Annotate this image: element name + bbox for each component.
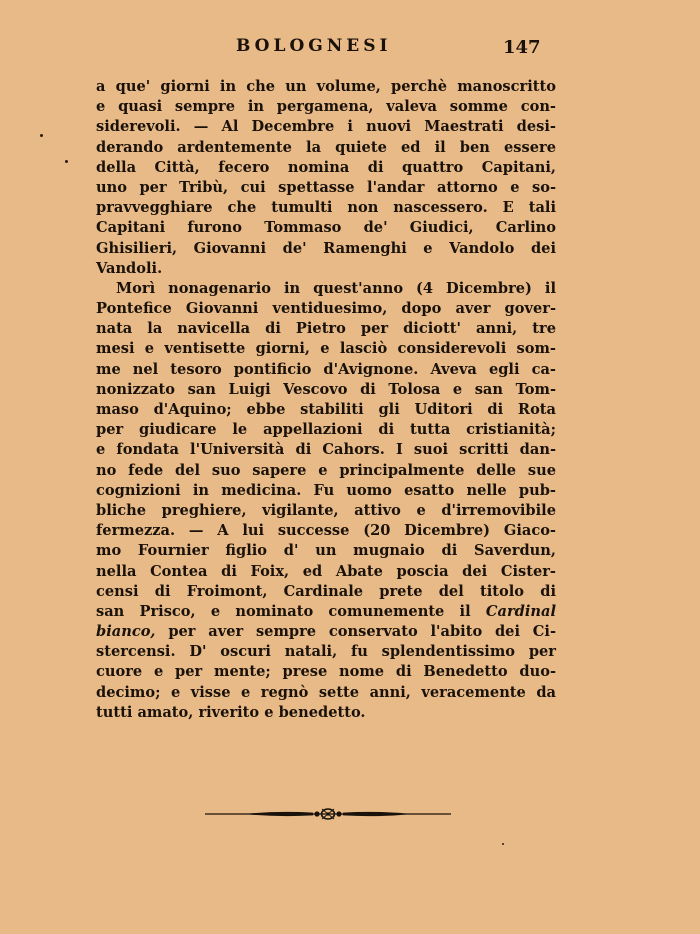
text-line: stercensi. D' oscuri natali, fu splendentissimo per <box>96 643 556 661</box>
text-line: pravvegghiare che tumulti non nascessero. E tali <box>96 199 556 217</box>
text-line: decimo; e visse e regnò sette anni, veracemente da <box>96 683 556 701</box>
text-line: della Città, fecero nomina di quattro Capitani, <box>96 158 556 176</box>
text-line: a que' giorni in che un volume, perchè manoscritto <box>96 78 556 95</box>
text-line: me nel tesoro pontificio d'Avignone. Aveva egli ca- <box>96 360 556 378</box>
text-line: Capitani furono Tommaso de' Giudici, Carlino <box>96 219 556 237</box>
text-line: e fondata l'Università di Cahors. I suoi scritti dan- <box>96 441 556 459</box>
text-span: per aver sempre conservato l'abito dei Ci- <box>168 623 556 641</box>
text-line: mo Fournier figlio d' un mugnaio di Saverdun, <box>96 542 556 560</box>
text-line: cognizioni in medicina. Fu uomo esatto nelle pub- <box>96 481 556 499</box>
text-line: Pontefice Giovanni ventiduesimo, dopo aver gover- <box>96 300 556 318</box>
ink-speck <box>65 160 68 163</box>
text-line: tutti amato, riverito e benedetto. <box>96 703 366 721</box>
paragraph-first-line: Morì nonagenario in quest'anno (4 Dicembre) il <box>116 279 556 297</box>
text-line: Vandoli. <box>96 259 163 277</box>
tailpiece-ornament <box>203 806 453 822</box>
italic-span: bianco, <box>96 623 156 641</box>
page-number: 147 <box>503 37 541 58</box>
text-line: siderevoli. — Al Decembre i nuovi Maestrati desi- <box>96 118 556 136</box>
text-line-with-italic <box>96 602 556 622</box>
text-line: per giudicare le appellazioni di tutta cristianità; <box>96 421 556 439</box>
text-line: no fede del suo sapere e principalmente delle sue <box>96 461 556 479</box>
ink-speck <box>502 843 504 845</box>
text-line: bliche preghiere, vigilante, attivo e d'irremovibile <box>96 501 556 519</box>
text-line: maso d'Aquino; ebbe stabiliti gli Uditori di Rota <box>96 401 556 418</box>
text-line: Ghisilieri, Giovanni de' Ramenghi e Vandolo dei <box>96 239 556 257</box>
text-line: mesi e ventisette giorni, e lasciò considerevoli som- <box>96 340 556 358</box>
text-line: cuore e per mente; prese nome di Benedetto duo- <box>96 663 556 681</box>
running-head <box>0 36 700 62</box>
text-line: nella Contea di Foix, ed Abate poscia dei Cister- <box>96 562 556 580</box>
italic-span: Cardinal <box>485 602 556 620</box>
text-span: san Prisco, e nominato comunemente il <box>96 602 471 620</box>
text-line-with-italic <box>96 622 556 642</box>
text-line: nata la navicella di Pietro per diciott' anni, tre <box>96 320 556 338</box>
ink-speck <box>40 134 43 137</box>
text-line: censi di Froimont, Cardinale prete del titolo di <box>96 582 556 600</box>
text-line: fermezza. — A lui successe (20 Dicembre) Giaco- <box>96 522 556 540</box>
text-line: e quasi sempre in pergamena, valeva somme con- <box>96 98 556 116</box>
text-line: derando ardentemente la quiete ed il ben essere <box>96 138 556 156</box>
body-text <box>96 77 556 723</box>
running-title: BOLOGNESI <box>236 36 392 56</box>
text-line: uno per Tribù, cui spettasse l'andar attorno e so- <box>96 178 556 196</box>
text-line: nonizzato san Luigi Vescovo di Tolosa e san Tom- <box>96 380 556 398</box>
